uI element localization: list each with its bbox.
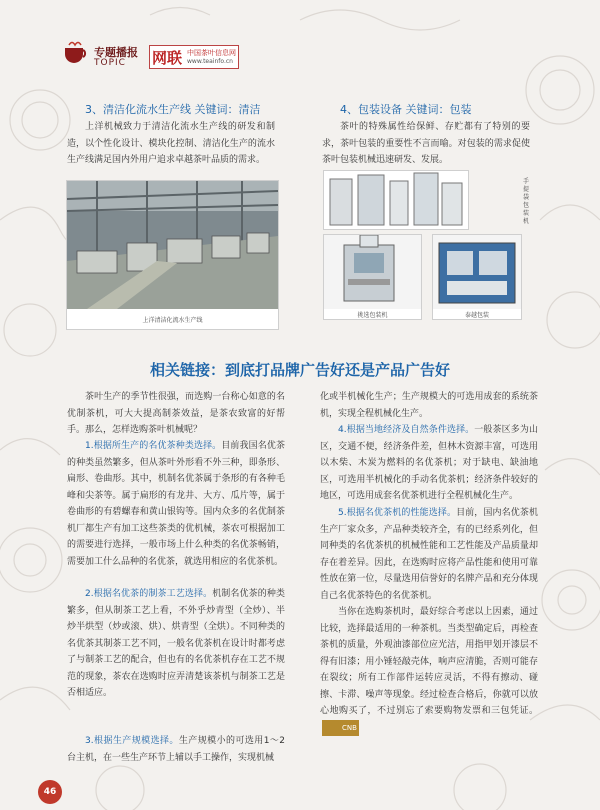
packaging-machine-photo-top bbox=[323, 170, 469, 230]
point4-body: 一般茶区多为山区，交通不便，经济条件差，但林木资源丰富，可选用以木柴、木炭为燃料的名优茶机；对于缺电、缺油地区，可选用半机械化的手动名优茶机；经济条件较好的地区，可选用成套名优茶机进行全程机械化生产。 bbox=[320, 425, 538, 501]
brand-logo bbox=[149, 45, 239, 69]
section4-caption-left: 挑选包装机 bbox=[357, 312, 388, 319]
topic-label-en: TOPIC bbox=[94, 58, 126, 68]
section3-title: 3、清洁化流水生产线 关键词：清洁 bbox=[85, 103, 261, 116]
intro-paragraph: 茶叶生产的季节性很强，而选购一台称心如意的名优制茶机，可大大提高制茶效益，是茶农致富的好帮手。那么，怎样选购茶叶机械呢？ bbox=[67, 392, 285, 435]
brand-site-name: 中国茶叶信息网 bbox=[187, 49, 236, 57]
packing-machine-right-image bbox=[433, 235, 521, 309]
topic-header bbox=[62, 36, 252, 70]
brand-name: 网联 bbox=[152, 49, 183, 67]
point4-paragraph bbox=[320, 422, 538, 505]
section4-title: 4、包装设备 关键词：包装 bbox=[340, 103, 472, 116]
point3-paragraph bbox=[67, 733, 285, 766]
packaging-machine-photo-left bbox=[323, 234, 422, 320]
section3-body: 上洋机械致力于清洁化流水生产线的研发和制造，以个性化设计、模块化控制、清洁化生产的流水生产线满足国内外用户追求卓越茶叶品质的需求。 bbox=[67, 122, 275, 165]
packaging-machines-image bbox=[324, 171, 468, 229]
packaging-machine-photo-right bbox=[432, 234, 522, 320]
point3-heading: 3.根据生产规模选择。 bbox=[85, 736, 179, 746]
section4-body: 茶叶的特殊属性给保鲜、存贮都有了特别的要求，茶叶包装的重要性不言而喻。对包装的需求促使茶叶包装机械迅速研发、发展。 bbox=[322, 122, 530, 165]
production-line-photo bbox=[66, 180, 279, 330]
point4-heading: 4.根据当地经济及自然条件选择。 bbox=[338, 425, 475, 435]
section3-caption: 上洋清洁化流水生产线 bbox=[142, 317, 203, 324]
point2-body: 机制名优茶的种类繁多，但从制茶工艺上看，不外乎炒青型（全炒）、半炒半烘型（炒或滚、烘）、烘青型（全烘）。不同种类的名优茶其制茶工艺不同，一般名优茶机在设计时都考虑了与制茶工艺的配合，但也有的名优茶机存在工艺不规范的现象，茶农在选购时应弄清楚该茶机与制茶工艺是否相适应。 bbox=[67, 589, 285, 698]
point3-continued: 化或半机械化生产；生产规模大的可选用成套的系统茶机，实现全程机械化生产。 bbox=[320, 392, 538, 419]
factory-image bbox=[67, 181, 278, 309]
point2-heading: 2.根据名优茶的制茶工艺选择。 bbox=[85, 589, 213, 599]
end-mark: CNB bbox=[322, 720, 359, 737]
point5-paragraph bbox=[320, 505, 538, 604]
section4-caption-right: 泰越包装 bbox=[464, 312, 489, 319]
related-link-title: 相关链接：到底打品牌广告好还是产品广告好 bbox=[149, 361, 450, 379]
point1-heading: 1.根据所生产的名优茶种类选择。 bbox=[85, 441, 222, 451]
point5-heading: 5.根据名优茶机的性能选择。 bbox=[338, 508, 457, 518]
point1-paragraph bbox=[67, 438, 285, 570]
point5-body: 目前，国内名优茶机生产厂家众多，产品种类较齐全，有的已经系列化，但同种类的名优茶机的机械性能和工艺性能及产品质量却存在着差异。因此，在选购时应将产品性能和使用可靠性放在第一位，尽量选用信誉好的名牌产品和充分体现自己名优茶特色的名优茶机。 bbox=[320, 508, 538, 601]
brand-url: www.teainfo.cn bbox=[187, 58, 233, 65]
topic-label-zh: 专题播报 bbox=[94, 46, 138, 59]
teacup-logo-icon bbox=[62, 38, 90, 66]
packing-machine-left-image bbox=[324, 235, 421, 309]
conclusion-body: 当你在选购茶机时，最好综合考虑以上因素，通过比较，选择最适用的一种茶机。当类型确定后，再检查茶机的质量，外观油漆部位应光洁，用指甲划开漆层不得有旧漆；用小锤轻敲壳体，响声应清脆，否则可能存在裂纹；所有工作部件运转应灵活，不得有擦动、碰擦、卡滞、噪声等现象。经过检查合格后，你就可以放心地购买了，不过别忘了索要购物发票和三包凭证。 bbox=[320, 607, 538, 716]
point2-paragraph bbox=[67, 586, 285, 702]
point1-body: 目前我国名优茶的种类虽然繁多，但从茶叶外形看不外三种，即条形、扁形、卷曲形。其中，机制名优茶属于条形的有各种毛峰和尖茶等。属于扁形的有龙井、大方、瓜片等，属于卷曲形的有碧螺春和黄山银钩等。国内众多的名优制茶机厂都生产有加工这些茶类的优机械，茶农可根据加工的需要进行选择，一般市场上什么种类的名优茶畅销，需要加工什么品种的名优茶，就选用相应的名优茶机。 bbox=[67, 441, 285, 567]
point3-body: 生产规模小的可选用1～2台主机，在一些生产环节上辅以手工操作，实现机械 bbox=[67, 736, 286, 763]
section4-vertical-caption: 手提袋包装机 bbox=[522, 178, 529, 225]
conclusion-paragraph bbox=[320, 604, 538, 737]
page-number: 46 bbox=[38, 780, 62, 804]
